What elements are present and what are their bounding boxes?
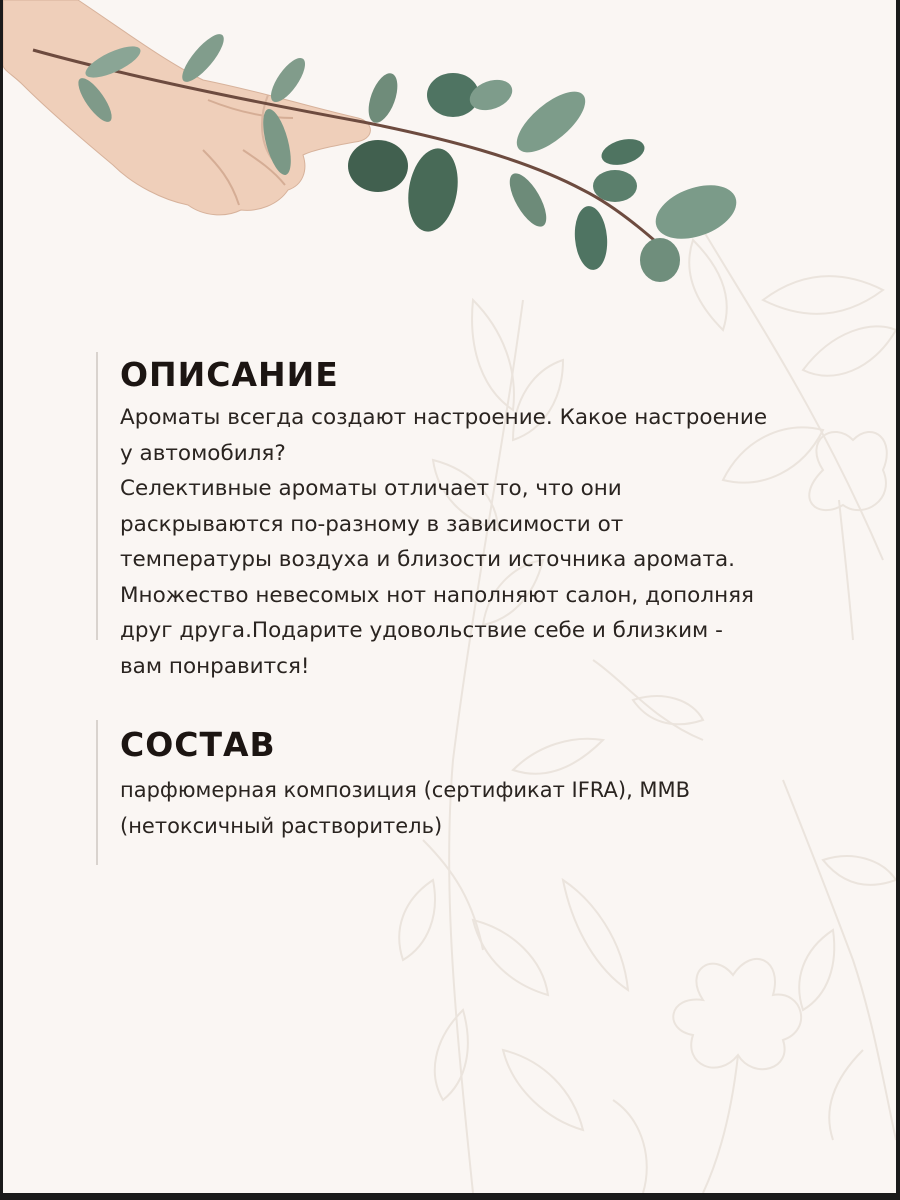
composition-heading: СОСТАВ [120,725,276,764]
description-section [96,352,860,679]
hand-with-eucalyptus-branch-image [3,0,896,300]
description-text: Ароматы всегда создают настроение. Какое настроение у автомобиля? Селективные ароматы отличает то, что они раскрываются по-разному в зависимости от температуры воздуха и близости источника аромата. Множество невесомых нот наполняют салон, дополняя друг друга.Подарите удовольствие себе и близким - вам понравится! [120,405,768,679]
composition-text: парфюмерная композиция (сертификат IFRA), ММВ (нетоксичный растворитель) [120,778,691,838]
product-info-card [3,0,896,1193]
composition-section [96,720,860,865]
description-heading: ОПИСАНИЕ [120,355,339,394]
